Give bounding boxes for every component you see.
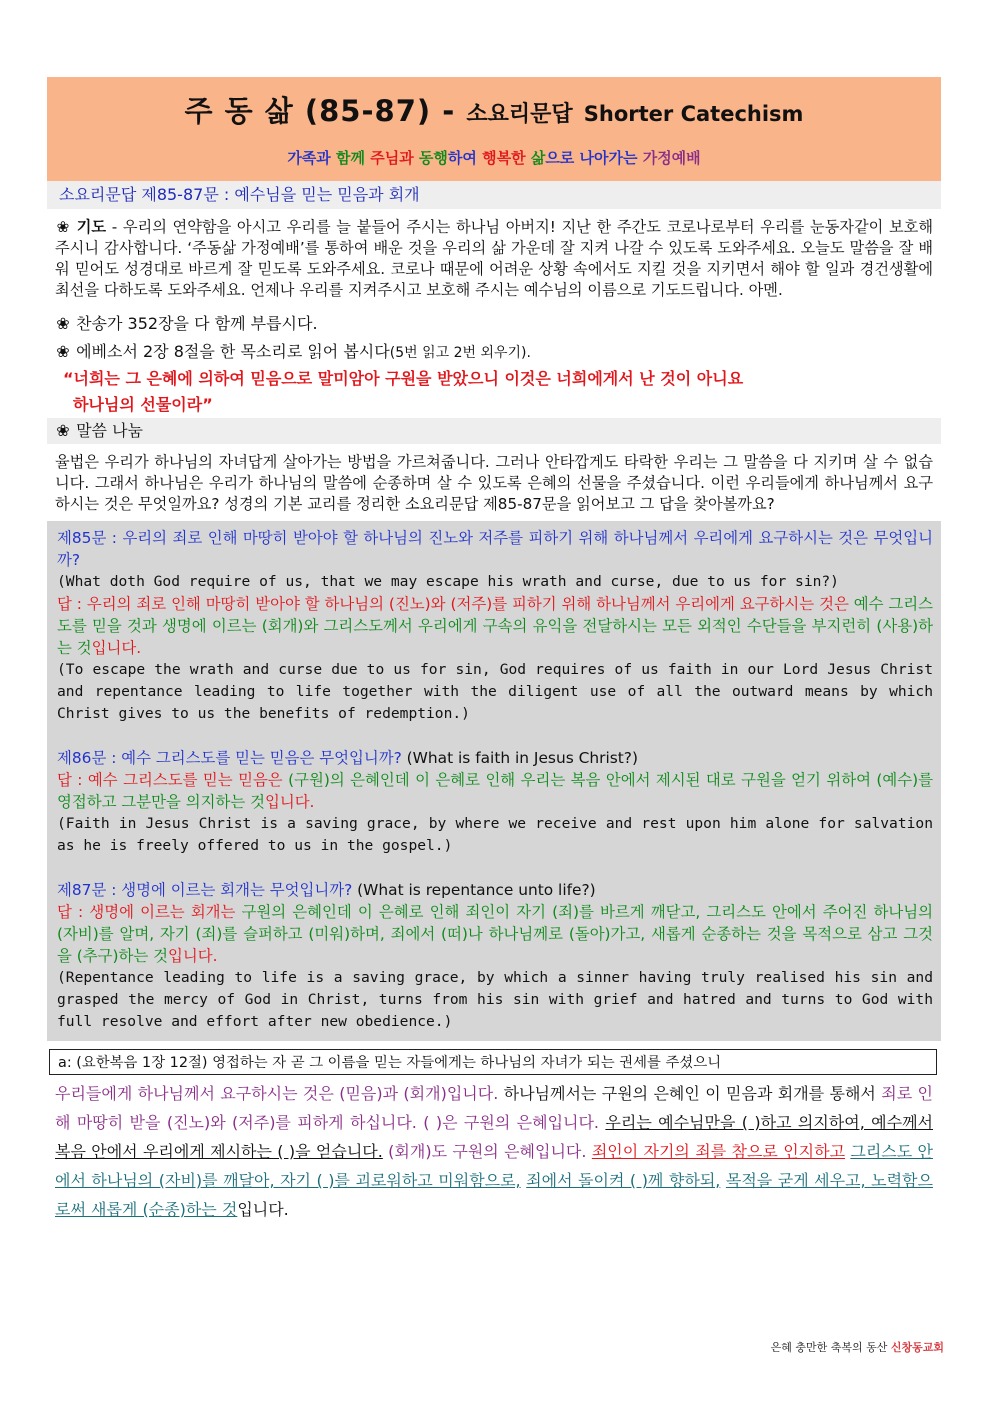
answer-86-en: (Faith in Jesus Christ is a saving grace, by where we receive and rest upon him alone for salvation as he is freely offered to us in the gospel.) <box>57 815 933 854</box>
footer <box>771 1339 944 1355</box>
answer-87-en: (Repentance leading to life is a saving grace, by which a sinner having truly realised his sin and grasped the mercy of God in Christ, turns from his sin with grief and hatred and turns to God with full resolve and effort after new obedience.) <box>57 969 933 1030</box>
tagline-segment: 동행 <box>418 149 448 167</box>
tagline-segment: 하여 <box>447 149 483 167</box>
section-title: 소요리문답 제85-87문 : 예수님을 믿는 믿음과 회개 <box>47 181 941 209</box>
tagline-segment: 주님과 <box>370 149 419 167</box>
answer-segment: 답 : 우리의 죄로 인해 마땅히 받아야 할 하나님의 (진노)와 (저주)를 피하기 위해 하나님께서 우리에게 요구하시는 것은 <box>57 595 854 613</box>
answer-segment: 입니다. <box>91 639 142 657</box>
summary-segment: 죄에서 돌이켜 ( )께 향하되, <box>526 1171 721 1190</box>
verse-line-1: “너희는 그 은혜에 의하여 믿음으로 말미암아 구원을 받았으니 이것은 너희에게서 난 것이 아니요 <box>63 369 744 388</box>
answer-segment: 구원의 은혜인데 이 은혜로 인해 죄인이 자기 (죄)를 바르게 깨닫고, 그리스도 안에서 주어진 하나님의 (자비)를 알며, 자기 (죄)를 슬퍼하고 (미워)하며, 죄에서 (떠)나 하나님께로 (돌아)가고, 새롭게 순종하는 것을 목적으로 삼고 그것을 (추구)하는 것 <box>57 903 933 965</box>
title-sub: 소요리문답 <box>466 102 573 127</box>
answer-segment: 답 : 생명에 이르는 회개는 <box>57 903 242 921</box>
summary-segment: 죄인이 자기의 죄를 참으로 인지하고 <box>591 1142 846 1161</box>
title-main: 주 동 삶 (85-87) <box>184 94 432 128</box>
qa-87 <box>57 879 933 1033</box>
verse-line-2: 하나님의 선물이라” <box>73 395 213 414</box>
summary-segment: 우리들에게 하나님께서 요구하시는 것은 (믿음)과 (회개)입니다. <box>55 1084 499 1103</box>
hymn-line <box>47 313 941 335</box>
prayer-text: - 우리의 연약함을 아시고 우리를 늘 붙들어 주시는 하나님 아버지! 지난 한 주간도 코로나로부터 우리를 눈동자같이 보호해 주시니 감사합니다. ‘주동삶 가정예배’를 통하여 배운 것을 우리의 삶 가운데 잘 지켜 나갈 수 있도록 도와주세요. 오늘도 말씀을 잘 배워 믿어도 성경대로 바르게 잘 믿도록 도와주세요. 코로나 때문에 어려운 상황 속에서도 지킬 것을 지키면서 해야 할 일과 경건생활에 최선을 다하도록 도와주세요. 언제나 우리를 지켜주시고 보호해 주시는 예수님의 이름으로 기도드립니다. 아멘. <box>55 218 934 299</box>
flower-bullet-icon: ❀ <box>56 342 70 361</box>
tagline-segment: 함께 <box>336 149 371 167</box>
answer-segment: 답 : 예수 그리스도를 믿는 믿음은 <box>57 771 289 789</box>
summary-segment: 우리는 예수님만을 ( )하고 의지하여, 예수께서 복음 안에서 우리에게 제시하는 ( )을 얻습니다. <box>55 1113 933 1161</box>
tagline-segment: 행복한 <box>482 149 531 167</box>
summary-segment: 목적을 굳게 세우고, 노력함으로써 새롭게 (순종)하는 것 <box>55 1171 933 1219</box>
reading-line <box>47 341 941 364</box>
summary-segment: (회개)도 구원의 은혜입니다. <box>382 1142 592 1161</box>
summary-segment: 입니다. <box>237 1200 289 1219</box>
answer-85 <box>57 593 933 659</box>
question-85-en: (What doth God require of us, that we may escape his wrath and curse, due to us for sin?) <box>57 573 839 590</box>
summary-segment: 하나님께서는 구원의 은혜인 이 믿음과 회개를 통해서 <box>498 1084 882 1103</box>
question-86-line <box>57 747 933 769</box>
question-86-en: (What is faith in Jesus Christ?) <box>401 749 638 767</box>
sharing-title: 말씀 나눔 <box>76 421 144 440</box>
answer-segment: 예수 그리스도를 믿을 것과 생명에 이르는 (회개)와 그리스도께서 우리에게 구속의 유익을 전달하시는 모든 외적인 수단들을 부지런히 (사용)하는 것 <box>57 595 933 657</box>
tagline-segment: 으로 나아가는 <box>545 149 643 167</box>
header-banner <box>47 77 941 181</box>
title-dash: - <box>442 94 456 128</box>
answer-segment: 입니다. <box>264 793 315 811</box>
prayer-label: 기도 <box>76 218 107 236</box>
answer-segment: 입니다. <box>168 947 218 965</box>
answer-87 <box>57 901 933 967</box>
reading-note: (5번 읽고 2번 외우기). <box>389 345 531 361</box>
question-87-en: (What is repentance unto life?) <box>352 881 596 899</box>
summary-segment: 죄로 인해 마땅히 받을 (진노)와 (저주)를 피하게 하십니다. ( )은 구원의 은혜입니다. <box>55 1084 933 1132</box>
summary-paragraph <box>47 1075 941 1224</box>
sharing-title-bar <box>47 418 941 444</box>
page-title <box>47 89 941 130</box>
intro-paragraph: 율법은 우리가 하나님의 자녀답게 살아가는 방법을 가르쳐줍니다. 그러나 안타깝게도 타락한 우리는 그 말씀을 다 지키며 살 수 없습니다. 그래서 하나님은 우리가 하나님의 말씀에 순종하며 살 수 있도록 은혜의 선물을 주셨습니다. 이런 우리들에게 하나님께서 요구하시는 것은 무엇일까요? 성경의 기본 교리를 정리한 소요리문답 제85-87문을 읽어보고 그 답을 찾아볼까요? <box>55 453 933 513</box>
title-en: Shorter Catechism <box>583 102 804 126</box>
answer-85-en: (To escape the wrath and curse due to us for sin, God requires of us faith in our Lord Jesus Christ and repentance leading to life together with the diligent use of all the outward means by which Christ gives to us the benefits of redemption.) <box>57 661 933 722</box>
tagline-segment: 가정예배 <box>642 149 701 167</box>
catechism-qa-box <box>47 521 941 1041</box>
spacer <box>57 725 933 747</box>
tagline-segment: 삶 <box>530 149 546 167</box>
question-87-line <box>57 879 933 901</box>
summary-segment: 그리스도 안에서 하나님의 (자비)를 깨달아, 자기 ( )를 괴로워하고 미워함으로, <box>55 1142 933 1190</box>
qa-86 <box>57 747 933 857</box>
reference-box: a: (요한복음 1장 12절) 영접하는 자 곧 그 이름을 믿는 자들에게는 하나님의 자녀가 되는 권세를 주셨으니 <box>49 1049 937 1075</box>
footer-text: 은혜 충만한 축복의 동산 <box>770 1341 891 1354</box>
prayer-paragraph <box>47 217 941 301</box>
spacer <box>57 857 933 879</box>
bible-verse <box>47 366 941 418</box>
church-name: 신창동교회 <box>890 1341 944 1354</box>
qa-85 <box>57 527 933 725</box>
worship-sheet <box>47 77 941 1224</box>
answer-segment: (구원)의 은혜인데 이 은혜로 인해 우리는 복음 안에서 제시된 대로 구원을 얻기 위하여 (예수)를 영접하고 그분만을 의지하는 것 <box>57 771 933 811</box>
flower-bullet-icon: ❀ <box>56 314 70 333</box>
tagline <box>47 147 941 168</box>
flower-bullet-icon: ❀ <box>56 218 70 236</box>
question-85: 제85문 : 우리의 죄로 인해 마땅히 받아야 할 하나님의 진노와 저주를 피하기 위해 하나님께서 우리에게 요구하시는 것은 무엇입니까? <box>57 529 933 569</box>
question-87: 제87문 : 생명에 이르는 회개는 무엇입니까? <box>57 881 353 899</box>
tagline-segment: 가족과 <box>287 149 337 167</box>
flower-bullet-icon: ❀ <box>56 421 70 440</box>
reading-text: 에베소서 2장 8절을 한 목소리로 읽어 봅시다 <box>76 342 390 361</box>
hymn-text: 찬송가 352장을 다 함께 부릅시다. <box>76 314 318 333</box>
answer-86 <box>57 769 933 813</box>
question-86: 제86문 : 예수 그리스도를 믿는 믿음은 무엇입니까? <box>57 749 402 767</box>
